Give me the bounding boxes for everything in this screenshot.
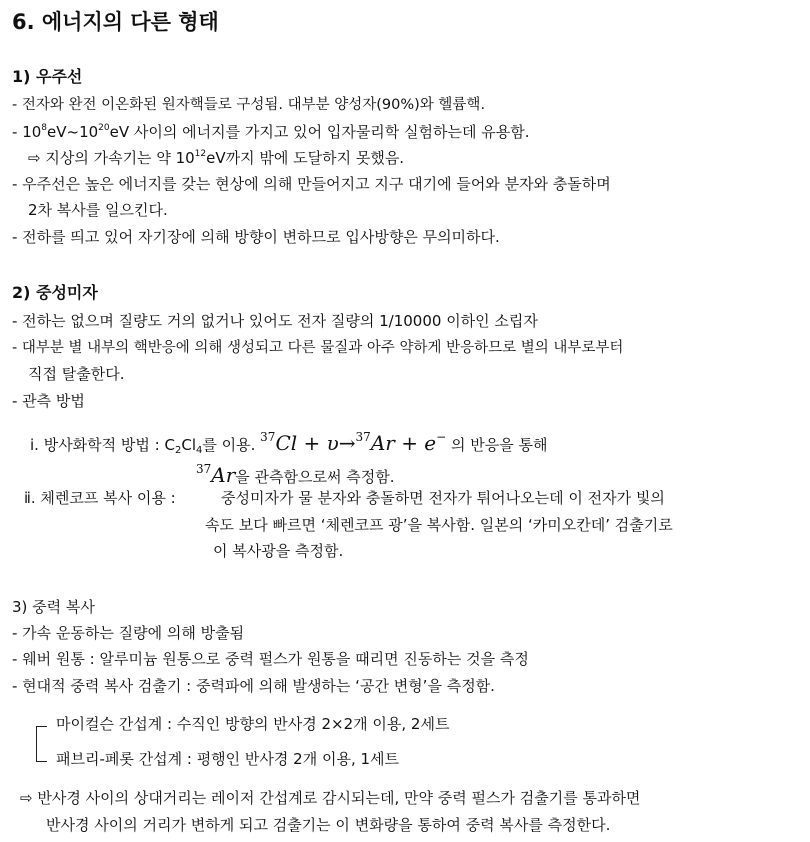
cosmic-ray-secondary-1: - 우주선은 높은 에너지를 갖는 현상에 의해 만들어지고 지구 대기에 들어와 분자와 충돌하며 — [12, 175, 611, 193]
michelson-interferometer: 마이컬슨 간섭계 : 수직인 방향의 반사경 2×2개 이용, 2세트 — [56, 715, 450, 733]
detection-note-1: ⇨ 반사경 사이의 상대거리는 레이저 간섭계로 감시되는데, 만약 중력 펄스가 검출기를 통과하면 — [20, 789, 641, 807]
cosmic-ray-secondary-2: 2차 복사를 일으킨다. — [28, 201, 168, 219]
neutrino-origin-2: 직접 탈출한다. — [28, 365, 125, 383]
fabry-perot-interferometer: 패브리-페롯 간섭계 : 평행인 반사경 2개 이용, 1세트 — [56, 750, 400, 768]
gravity-radiation-source: - 가속 운동하는 질량에 의해 방출됨 — [12, 624, 245, 642]
section-1-heading: 1) 우주선 — [12, 67, 83, 86]
radiochemical-method-2: $^{37}$Ar을 관측함으로써 측정함. — [196, 462, 395, 487]
observation-methods: - 관측 방법 — [12, 392, 85, 410]
cherenkov-label: ⅱ. 체렌코프 복사 이용 : — [24, 489, 176, 507]
neutrino-definition: - 전하는 없으며 질량도 거의 없거나 있어도 전자 질량의 1/10000 이하인 소립자 — [12, 312, 538, 330]
section-2-heading: 2) 중성미자 — [12, 283, 98, 302]
cosmic-ray-energy-range: - $10^8eV\sim 10^{20}eV$ 사이의 에너지를 가지고 있어 입자물리학 실험하는데 유용함. — [12, 123, 530, 141]
detection-note-2: 반사경 사이의 거리가 변하게 되고 검출기는 이 변화량을 통하여 중력 복사를 측정한다. — [46, 816, 611, 834]
radiochemical-method: ⅰ. 방사화학적 방법 : $C_2Cl_4$를 이용. $^{37}$Cl + υ→$^{37}$Ar + e− 의 반응을 통해 — [30, 430, 548, 456]
bracket-line — [36, 726, 47, 762]
cosmic-ray-charge: - 전하를 띄고 있어 자기장에 의해 방향이 변하므로 입사방향은 무의미하다. — [12, 228, 500, 246]
neutrino-origin-1: - 대부분 별 내부의 핵반응에 의해 생성되고 다른 물질과 아주 약하게 반응하므로 별의 내부로부터 — [12, 340, 624, 356]
cherenkov-desc-3: 이 복사광을 측정함. — [213, 542, 344, 560]
reaction-equation: $^{37}$Cl + υ→$^{37}$Ar + e− — [260, 430, 447, 455]
accelerator-note: ⇨ 지상의 가속기는 약 $10^{12}eV$까지 밖에 도달하지 못했음. — [28, 149, 405, 167]
section-3-heading: 3) 중력 복사 — [12, 598, 95, 616]
modern-detector: - 현대적 중력 복사 검출기 : 중력파에 의해 발생하는 ‘공간 변형’을 측정함. — [12, 677, 495, 695]
arrow-right-icon: ⇨ — [28, 149, 41, 167]
cherenkov-desc-2: 속도 보다 빠르면 ‘체렌코프 광’을 복사함. 일본의 ‘카미오칸데’ 검출기로 — [205, 516, 673, 534]
cosmic-ray-composition: - 전자와 완전 이온화된 원자핵들로 구성됨. 대부분 양성자(90%)와 헬륨핵. — [12, 97, 486, 113]
arrow-right-icon: ⇨ — [20, 789, 33, 807]
weber-cylinder: - 웨버 원통 : 알루미늄 원통으로 중력 펄스가 원통을 때리면 진동하는 것을 측정 — [12, 650, 529, 668]
cherenkov-desc-1: 중성미자가 물 분자와 충돌하면 전자가 튀어나오는데 이 전자가 빛의 — [221, 489, 665, 507]
page-title: 6. 에너지의 다른 형태 — [12, 10, 219, 34]
